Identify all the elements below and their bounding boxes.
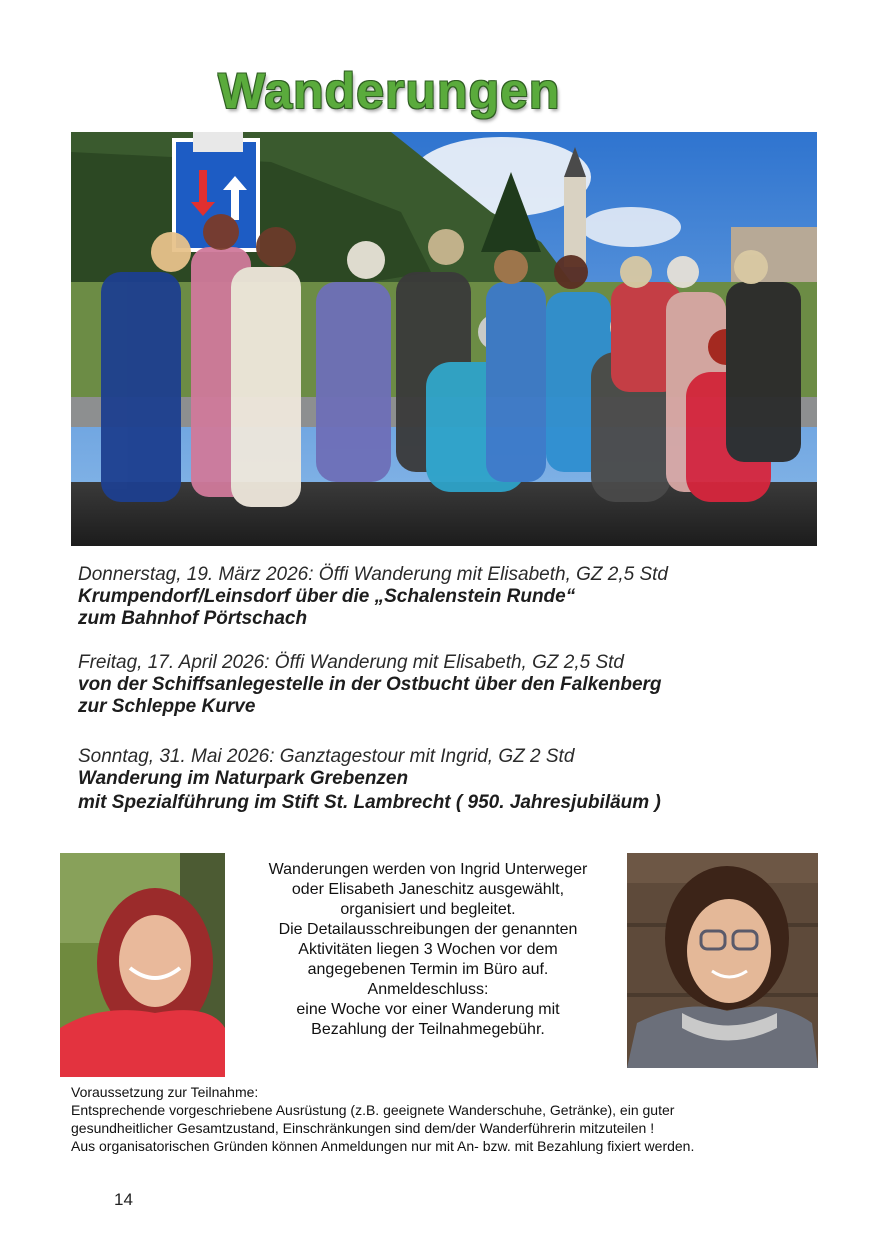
prerequisites-block (71, 1083, 851, 1155)
info-text-block (228, 860, 628, 1040)
event-route-line: mit Spezialführung im Stift St. Lambrecht ( 950. Jahresjubiläum ) (78, 792, 661, 813)
event-item (78, 564, 838, 630)
event-route-line: von der Schiffsanlegestelle in der Ostbucht über den Falkenberg (78, 674, 662, 695)
event-item (78, 746, 838, 814)
event-route-line: Krumpendorf/Leinsdorf über die „Schalenstein Runde“ (78, 586, 576, 607)
info-line: oder Elisabeth Janeschitz ausgewählt, (291, 881, 565, 898)
event-date-line: Freitag, 17. April 2026: Öffi Wanderung mit Elisabeth, GZ 2,5 Std (78, 652, 624, 673)
event-route-line: Wanderung im Naturpark Grebenzen (78, 768, 409, 789)
portrait-red-hair (60, 853, 225, 1077)
group-hiking-photo (71, 132, 817, 546)
info-line: Wanderungen werden von Ingrid Unterweger (268, 861, 588, 878)
info-line: eine Woche vor einer Wanderung mit (296, 1001, 560, 1018)
event-date-line: Donnerstag, 19. März 2026: Öffi Wanderung mit Elisabeth, GZ 2,5 Std (78, 564, 669, 585)
info-line: Bezahlung der Teilnahmegebühr. (311, 1021, 545, 1038)
event-list (78, 564, 838, 814)
prereq-line: Aus organisatorischen Gründen können Anmeldungen nur mit An- bzw. mit Bezahlung fixiert werden. (71, 1138, 695, 1154)
event-date-line: Sonntag, 31. Mai 2026: Ganztagestour mit Ingrid, GZ 2 Std (78, 746, 575, 767)
prereq-line: Entsprechende vorgeschriebene Ausrüstung (z.B. geeignete Wanderschuhe, Getränke), ein guter (71, 1102, 675, 1118)
prereq-line: gesundheitlicher Gesamtzustand, Einschränkungen sind dem/der Wanderführerin mitzuteilen ! (71, 1120, 655, 1136)
event-route-line: zum Bahnhof Pörtschach (78, 608, 308, 629)
info-line: Die Detailausschreibungen der genannten (278, 921, 578, 938)
info-line: organisiert und begleitet. (340, 901, 516, 918)
info-line: Anmeldeschluss: (367, 981, 489, 998)
page-title: Wanderungen (218, 63, 561, 119)
info-line: angegebenen Termin im Büro auf. (307, 961, 549, 978)
prereq-heading: Voraussetzung zur Teilnahme: (71, 1084, 259, 1100)
info-line: Aktivitäten liegen 3 Wochen vor dem (298, 941, 558, 958)
page-number: 14 (114, 1190, 133, 1209)
event-route-line: zur Schleppe Kurve (78, 696, 256, 717)
portrait-glasses (627, 853, 818, 1068)
event-item (78, 652, 838, 718)
